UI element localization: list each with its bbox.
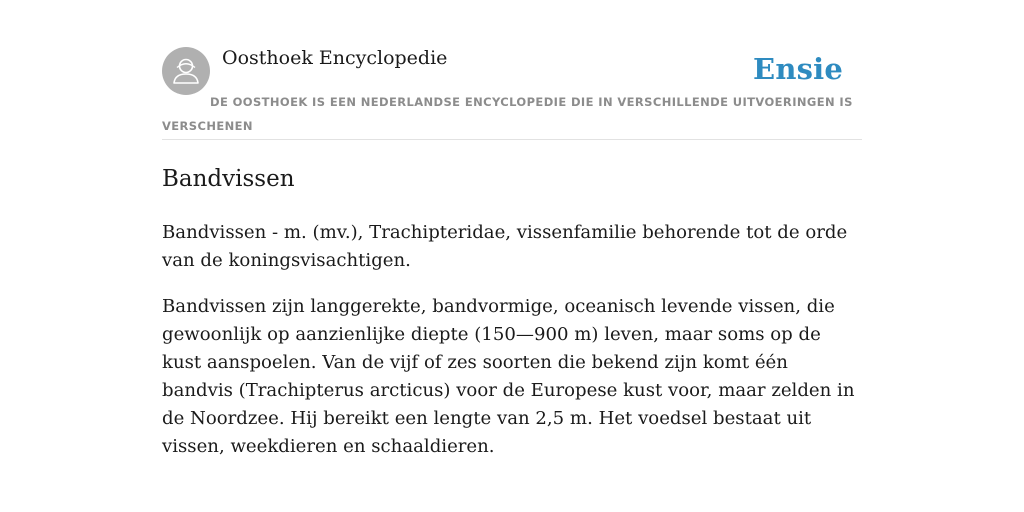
article-paragraph: Bandvissen - m. (mv.), Trachipteridae, vissenfamilie behorende tot de orde van de koningsvisachtigen. [162, 222, 848, 271]
source-tagline: DE OOSTHOEK IS EEN NEDERLANDSE ENCYCLOPEDIE DIE IN VERSCHILLENDE UITVOERINGEN IS VERSCHENEN [162, 95, 853, 133]
article-paragraph: Bandvissen zijn langgerekte, bandvormige, oceanisch levende vissen, die gewoonlijk op aanzienlijke diepte (150—900 m) leven, maar soms op de kust aanspoelen. Van de vijf of zes soorten die bekend zijn komt één bandvis (Trachipterus arcticus) voor de Europese kust voor, maar zelden in de Noordzee. Hij bereikt een lengte van 2,5 m. Het voedsel bestaat uit vissen, weekdieren en schaaldieren. [162, 296, 855, 457]
article-container [162, 46, 862, 461]
user-icon [162, 47, 210, 95]
avatar[interactable] [162, 47, 210, 95]
brand-logo[interactable]: Ensie [753, 52, 843, 86]
article-header [162, 46, 862, 140]
page-title: Bandvissen [162, 166, 295, 192]
source-name[interactable]: Oosthoek Encyclopedie [222, 47, 448, 69]
